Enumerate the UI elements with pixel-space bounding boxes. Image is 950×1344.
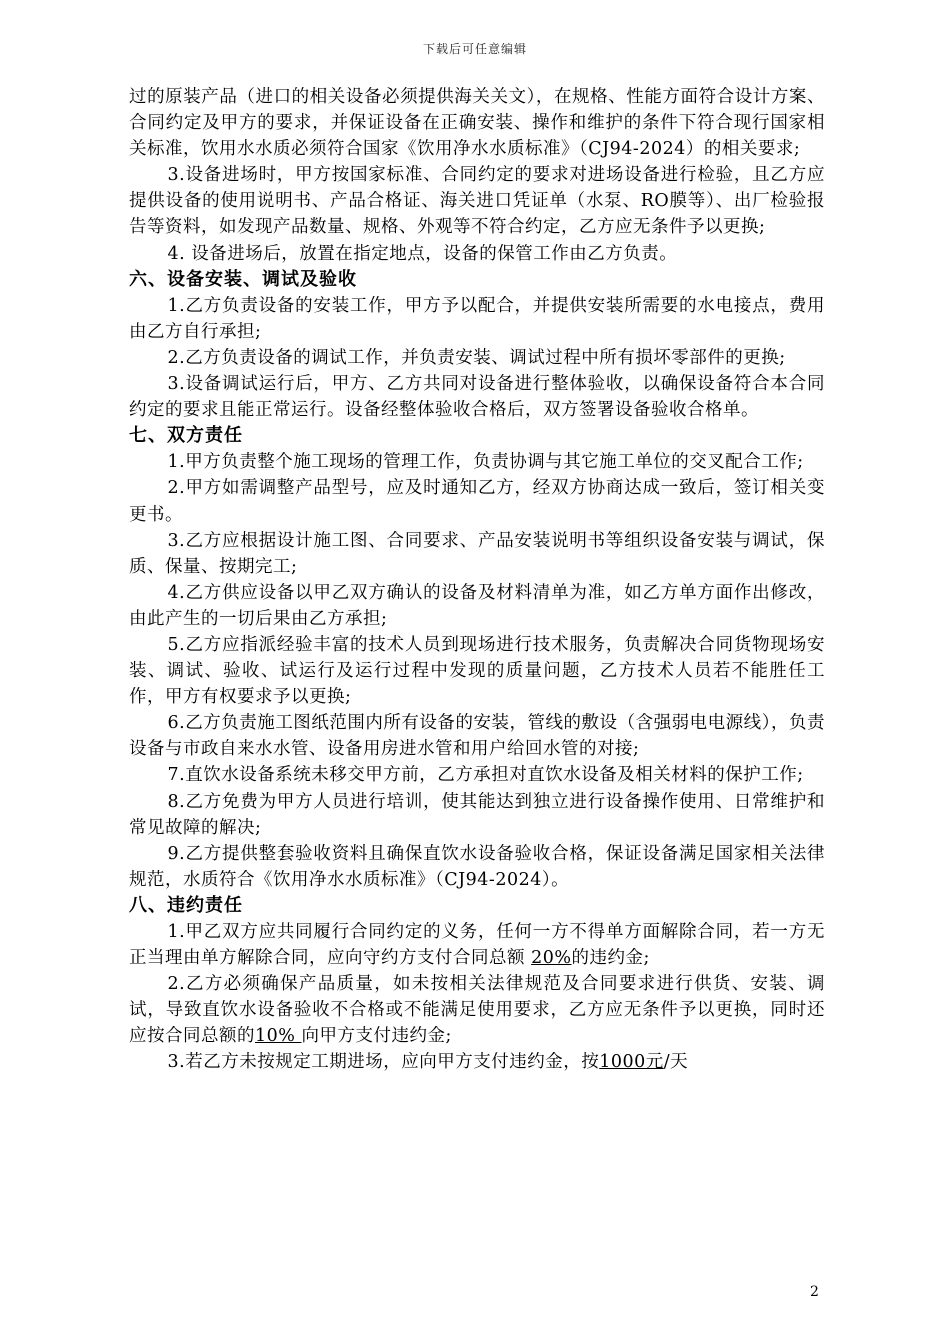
paragraph bbox=[129, 475, 825, 527]
block-text: 5.乙方应指派经验丰富的技术人员到现场进行技术服务，负责解决合同货物现场安装、调试、验收、试运行及运行过程中发现的质量问题，乙方技术人员若不能胜任工作，甲方有权要求予以更换; bbox=[129, 634, 825, 708]
underlined-value: 20% bbox=[531, 948, 572, 969]
paragraph bbox=[129, 971, 825, 1049]
block-text: 1.甲方负责整个施工现场的管理工作，负责协调与其它施工单位的交叉配合工作; bbox=[167, 452, 804, 473]
underlined-value: 1000元 bbox=[599, 1052, 664, 1073]
paragraph bbox=[129, 789, 825, 841]
block-text: 8.乙方免费为甲方人员进行培训，使其能达到独立进行设备操作使用、日常维护和常见故障的解决; bbox=[129, 791, 825, 838]
paragraph bbox=[129, 241, 825, 267]
paragraph bbox=[129, 528, 825, 580]
block-text: 2.乙方负责设备的调试工作，并负责安装、调试过程中所有损坏零部件的更换; bbox=[167, 347, 786, 368]
block-text: 3.乙方应根据设计施工图、合同要求、产品安装说明书等组织设备安装与调试，保质、保量、按期完工; bbox=[129, 530, 825, 577]
paragraph bbox=[129, 162, 825, 240]
section-heading bbox=[129, 267, 825, 293]
block-text: 2.乙方必须确保产品质量，如未按相关法律规范及合同要求进行供货、安装、调试，导致直饮水设备验收不合格或不能满足使用要求，乙方应无条件予以更换，同时还应按合同总额的 bbox=[129, 974, 825, 1047]
block-text: 过的原装产品（进口的相关设备必须提供海关关文），在规格、性能方面符合设计方案、合同约定及甲方的要求，并保证设备在正确安装、操作和维护的条件下符合现行国家相关标准，饮用水水质必须符合国家《饮用净水水质标准》（CJ94-2024）的相关要求; bbox=[129, 87, 825, 160]
paragraph bbox=[129, 580, 825, 632]
paragraph bbox=[129, 371, 825, 423]
block-text: 1.甲乙双方应共同履行合同约定的义务，任何一方不得单方面解除合同，若一方无正当理由单方解除合同，应向守约方支付合同总额 bbox=[129, 922, 825, 969]
paragraph bbox=[129, 84, 825, 162]
block-text: 4.乙方供应设备以甲乙双方确认的设备及材料清单为准，如乙方单方面作出修改，由此产生的一切后果由乙方承担; bbox=[129, 582, 825, 629]
paragraph bbox=[129, 632, 825, 710]
paragraph bbox=[129, 1049, 825, 1075]
section-heading bbox=[129, 423, 825, 449]
block-text: 八、违约责任 bbox=[129, 894, 243, 916]
paragraph bbox=[129, 710, 825, 762]
block-text: 六、设备安装、调试及验收 bbox=[129, 268, 357, 290]
section-heading bbox=[129, 893, 825, 919]
page-number: 2 bbox=[810, 1284, 819, 1300]
underlined-value: 10% bbox=[255, 1026, 302, 1047]
block-text: 3.若乙方未按规定工期进场，应向甲方支付违约金，按 bbox=[167, 1052, 600, 1073]
block-text: 7.直饮水设备系统未移交甲方前，乙方承担对直饮水设备及相关材料的保护工作; bbox=[167, 765, 804, 786]
block-text: 9.乙方提供整套验收资料且确保直饮水设备验收合格，保证设备满足国家相关法律规范，水质符合《饮用净水水质标准》（CJ94-2024）。 bbox=[129, 843, 825, 890]
block-text: 2.甲方如需调整产品型号，应及时通知乙方，经双方协商达成一致后，签订相关变更书。 bbox=[129, 478, 825, 525]
paragraph bbox=[129, 762, 825, 788]
paragraph bbox=[129, 919, 825, 971]
block-text-tail: 的违约金; bbox=[571, 948, 650, 969]
document-body bbox=[129, 84, 825, 1076]
block-text: 4. 设备进场后，放置在指定地点，设备的保管工作由乙方负责。 bbox=[167, 243, 678, 264]
block-text: 1.乙方负责设备的安装工作，甲方予以配合，并提供安装所需要的水电接点，费用由乙方自行承担; bbox=[129, 295, 825, 342]
block-text: 6.乙方负责施工图纸范围内所有设备的安装，管线的敷设（含强弱电电源线），负责设备与市政自来水水管、设备用房进水管和用户给回水管的对接; bbox=[129, 713, 825, 760]
block-text-tail: 向甲方支付违约金; bbox=[301, 1026, 452, 1047]
paragraph bbox=[129, 293, 825, 345]
paragraph bbox=[129, 449, 825, 475]
paragraph bbox=[129, 345, 825, 371]
paragraph bbox=[129, 841, 825, 893]
block-text: 3.设备调试运行后，甲方、乙方共同对设备进行整体验收，以确保设备符合本合同约定的要求且能正常运行。设备经整体验收合格后，双方签署设备验收合格单。 bbox=[129, 374, 825, 421]
block-text-tail: /天 bbox=[663, 1052, 689, 1073]
page-header: 下载后可任意编辑 bbox=[422, 42, 527, 56]
block-text: 3.设备进场时，甲方按国家标准、合同约定的要求对进场设备进行检验，且乙方应提供设备的使用说明书、产品合格证、海关进口凭证单（水泵、RO膜等）、出厂检验报告等资料，如发现产品数量、规格、外观等不符合约定，乙方应无条件予以更换; bbox=[129, 165, 825, 238]
block-text: 七、双方责任 bbox=[129, 425, 243, 447]
